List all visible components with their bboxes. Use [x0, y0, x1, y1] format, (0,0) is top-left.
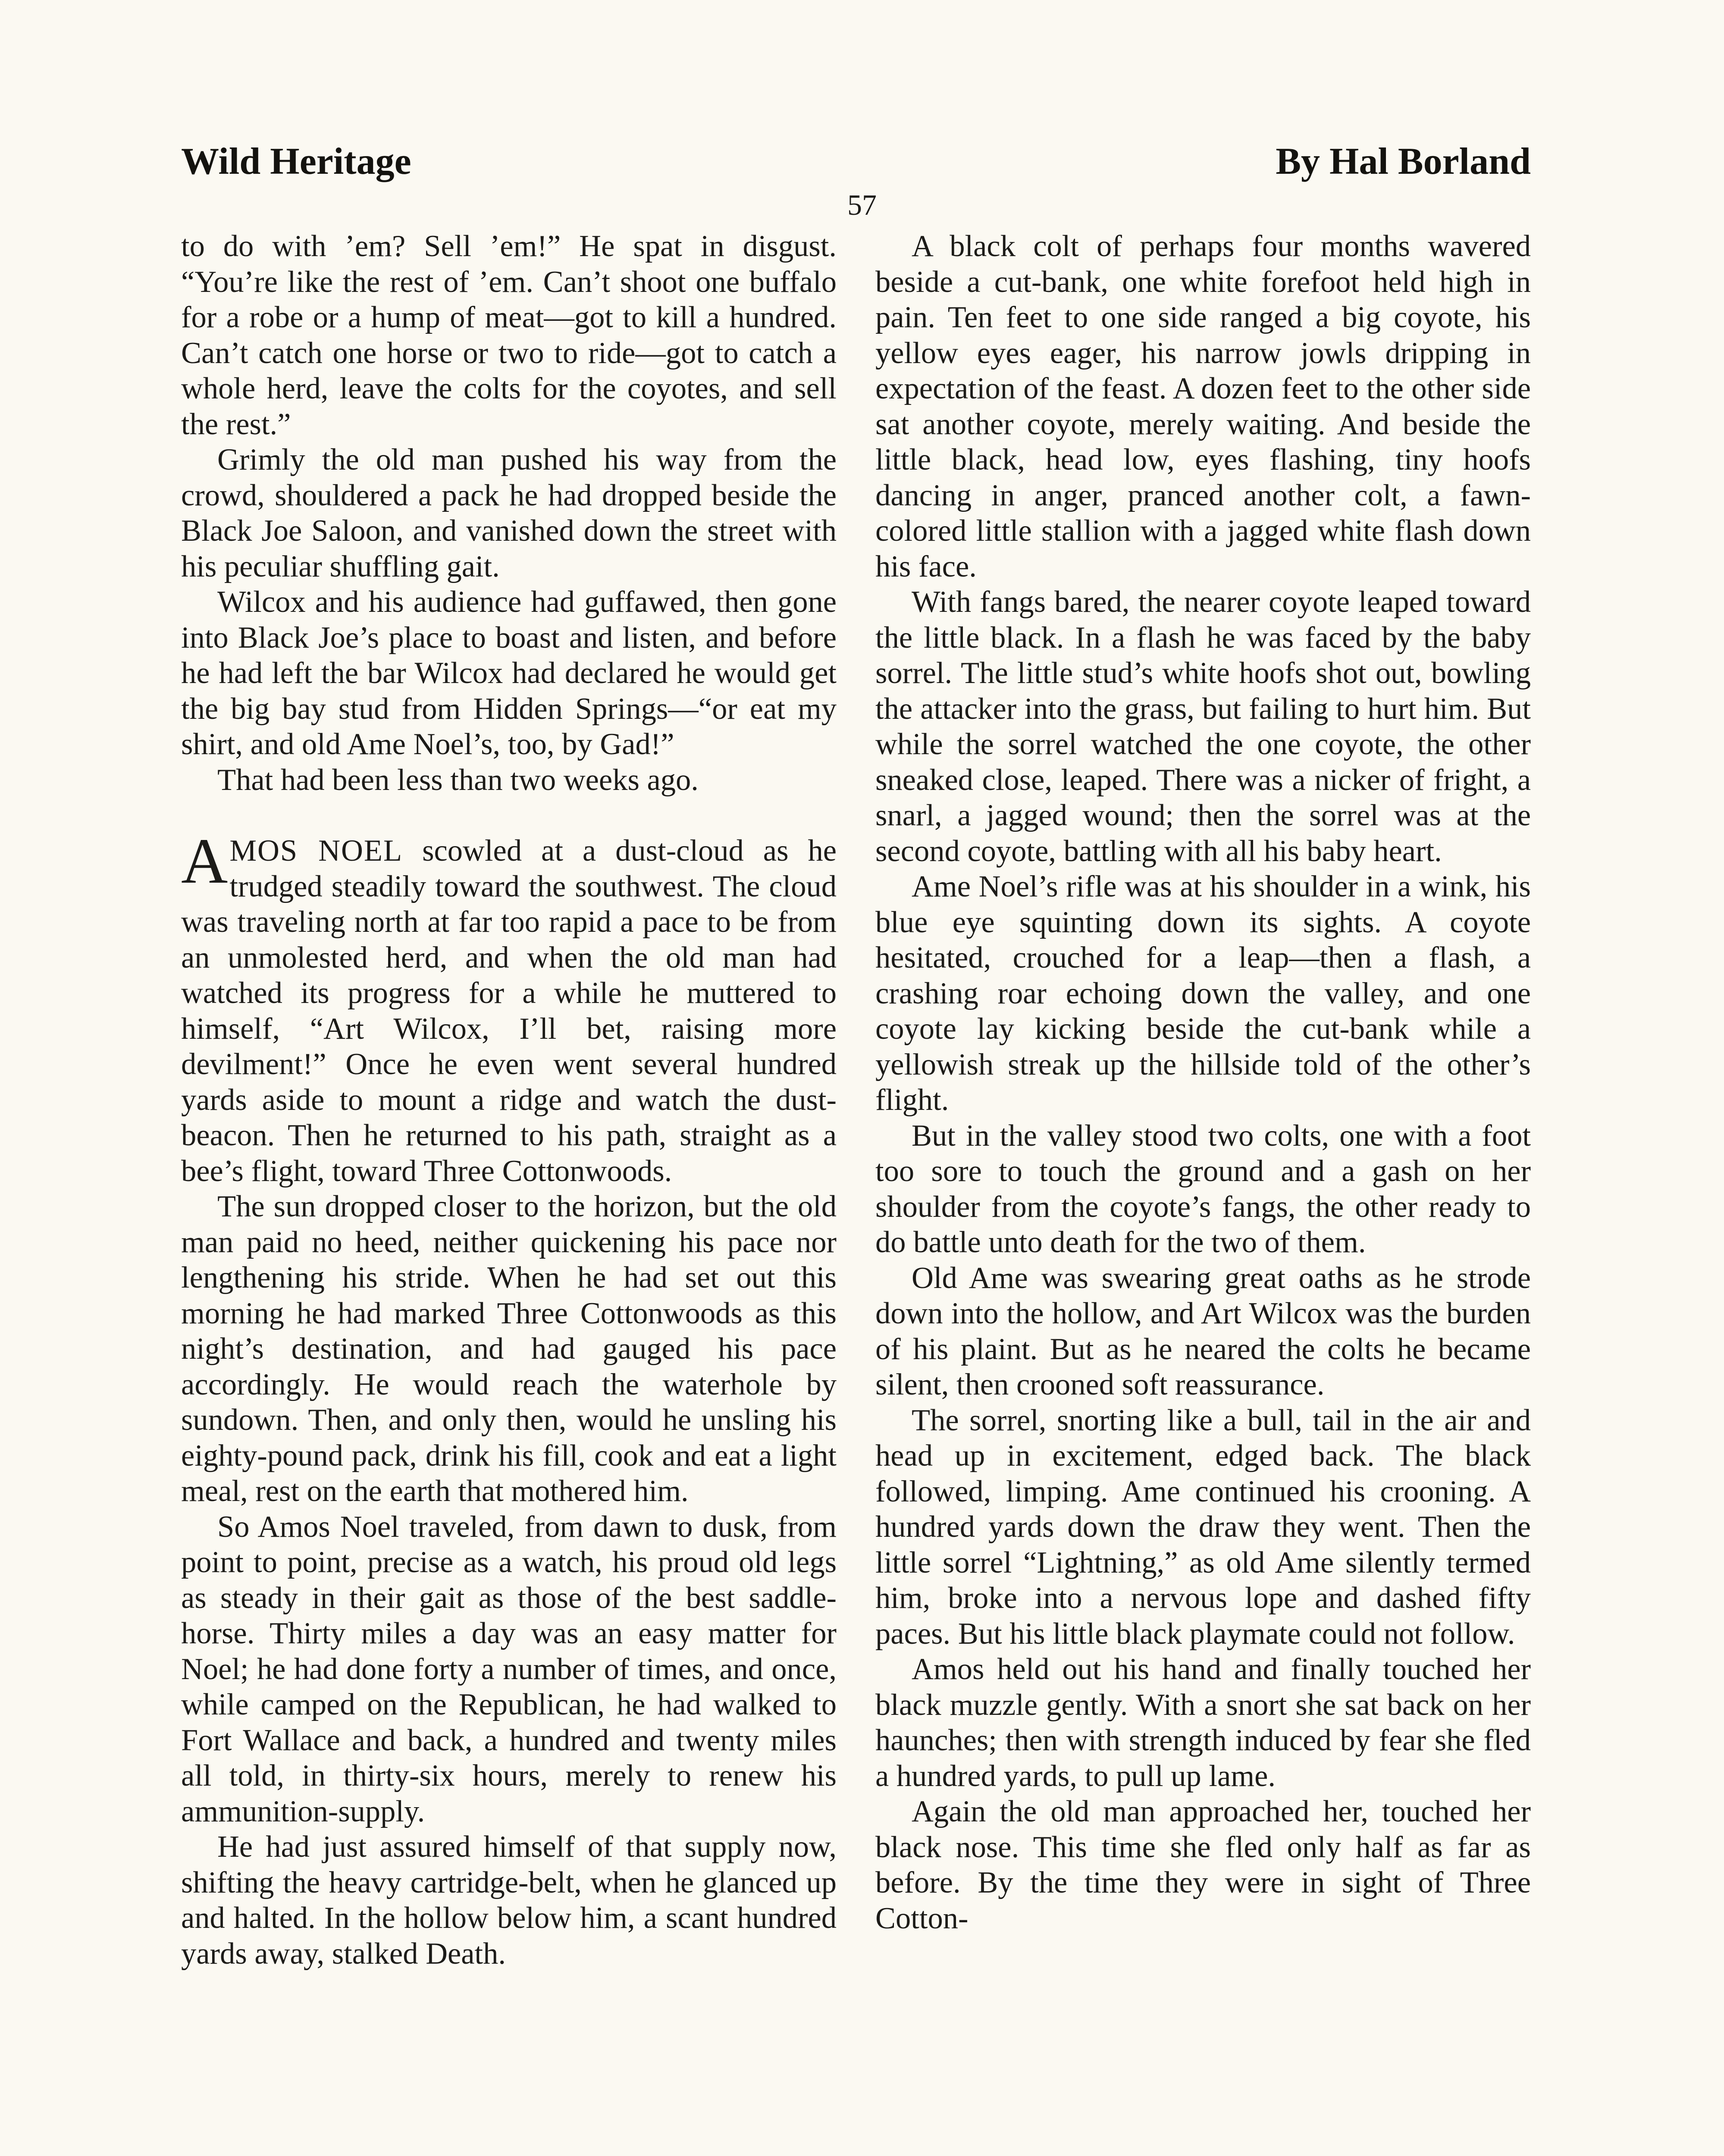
story-title: Wild Heritage	[181, 141, 411, 182]
paragraph: The sun dropped closer to the horizon, but the old man paid no heed, neither quickening his pace nor lengthening his stride. When he had set out this morning he had marked Three Cottonwoods as this night’s destination, and had gauged his pace accordingly. He would reach the waterhole by sundown. Then, and only then, would he unsling his eighty-pound pack, drink his fill, cook and eat a light meal, rest on the earth that mothered him.	[181, 1190, 837, 1508]
drop-cap: A	[181, 825, 228, 897]
right-column	[875, 229, 1531, 1936]
paragraph: But in the valley stood two colts, one with a foot too sore to touch the ground and a gash on her shoulder from the coyote’s fangs, the other ready to do battle unto death for the two of them.	[875, 1119, 1531, 1259]
paragraph: So Amos Noel traveled, from dawn to dusk, from point to point, precise as a watch, his proud old legs as steady in their gait as those of the best saddle-horse. Thirty miles a day was an easy matter for Noel; he had done forty a number of times, and once, while camped on the Republican, he had walked to Fort Wallace and back, a hundred and twenty miles all told, in thirty-six hours, merely to renew his ammunition-supply.	[181, 1510, 837, 1828]
paragraph: With fangs bared, the nearer coyote leaped toward the little black. In a flash he was faced by the baby sorrel. The little stud’s white hoofs shot out, bowling the attacker into the grass, but failing to hurt him. But while the sorrel watched the one coyote, the other sneaked close, leaped. There was a nicker of fright, a snarl, a jagged wound; then the sorrel was at the second coyote, battling with all his baby heart.	[875, 585, 1531, 868]
paragraph: The sorrel, snorting like a bull, tail in the air and head up in excitement, edged back. The black followed, limping. Ame continued his crooning. A hundred yards down the draw they went. Then the little sorrel “Lightning,” as old Ame silently termed him, broke into a nervous lope and dashed fifty paces. But his little black playmate could not follow.	[875, 1403, 1531, 1651]
section-lead-in: MOS NOEL	[229, 834, 403, 868]
section-opening-paragraph	[181, 825, 837, 1189]
paragraph: Ame Noel’s rifle was at his shoulder in a wink, his blue eye squinting down its sights. A coyote hesitated, crouched for a leap—then a flash, a crashing roar echoing down the valley, and one coyote lay kicking beside the cut-bank while a yellowish streak up the hillside told of the other’s flight.	[875, 870, 1531, 1117]
paragraph: A black colt of perhaps four months wavered beside a cut-bank, one white forefoot held high in pain. Ten feet to one side ranged a big coyote, his yellow eyes eager, his narrow jowls dripping in expectation of the feast. A dozen feet to the other side sat another coyote, merely waiting. And beside the little black, head low, eyes flashing, tiny hoofs dancing in anger, pranced another colt, a fawn-colored little stallion with a jagged white flash down his face.	[875, 229, 1531, 583]
left-column	[181, 229, 837, 1971]
paragraph: Wilcox and his audience had guffawed, then gone into Black Joe’s place to boast and listen, and before he had left the bar Wilcox had declared he would get the big bay stud from Hidden Springs—“or eat my shirt, and old Ame Noel’s, too, by Gad!”	[181, 585, 837, 761]
section-opening-text: scowled at a dust-cloud as he trudged steadily toward the southwest. The cloud was traveling north at far too rapid a pace to be from an unmolested herd, and when the old man had watched its progress for a while he muttered to himself, “Art Wilcox, I’ll bet, raising more devilment!” Once he even went several hundred yards aside to mount a ridge and watch the dust-beacon. Then he returned to his path, straight as a bee’s flight, toward Three Cottonwoods.	[181, 834, 837, 1188]
paragraph: Old Ame was swearing great oaths as he strode down into the hollow, and Art Wilcox was the burden of his plaint. But as he neared the colts he became silent, then crooned soft reassurance.	[875, 1261, 1531, 1401]
paragraph: He had just assured himself of that supply now, shifting the heavy cartridge-belt, when he glanced up and halted. In the hollow below him, a scant hundred yards away, stalked Death.	[181, 1830, 837, 1971]
paragraph: Grimly the old man pushed his way from the crowd, shouldered a pack he had dropped beside the Black Joe Saloon, and vanished down the street with his peculiar shuffling gait.	[181, 443, 837, 583]
paragraph: Again the old man approached her, touched her black nose. This time she fled only half as far as before. By the time they were in sight of Three Cotton-	[875, 1795, 1531, 1935]
paragraph: That had been less than two weeks ago.	[217, 763, 699, 797]
paragraph: Amos held out his hand and finally touched her black muzzle gently. With a snort she sat back on her haunches; then with strength induced by fear she fled a hundred yards, to pull up lame.	[875, 1652, 1531, 1793]
page-number: 57	[847, 188, 877, 221]
paragraph: to do with ’em? Sell ’em!” He spat in disgust. “You’re like the rest of ’em. Can’t shoot one buffalo for a robe or a hump of meat—got to kill a hundred. Can’t catch one horse or two to ride—got to catch a whole herd, leave the colts for the coyotes, and sell the rest.”	[181, 229, 837, 441]
author-byline: By Hal Borland	[1276, 141, 1531, 182]
page-header	[181, 138, 1531, 190]
